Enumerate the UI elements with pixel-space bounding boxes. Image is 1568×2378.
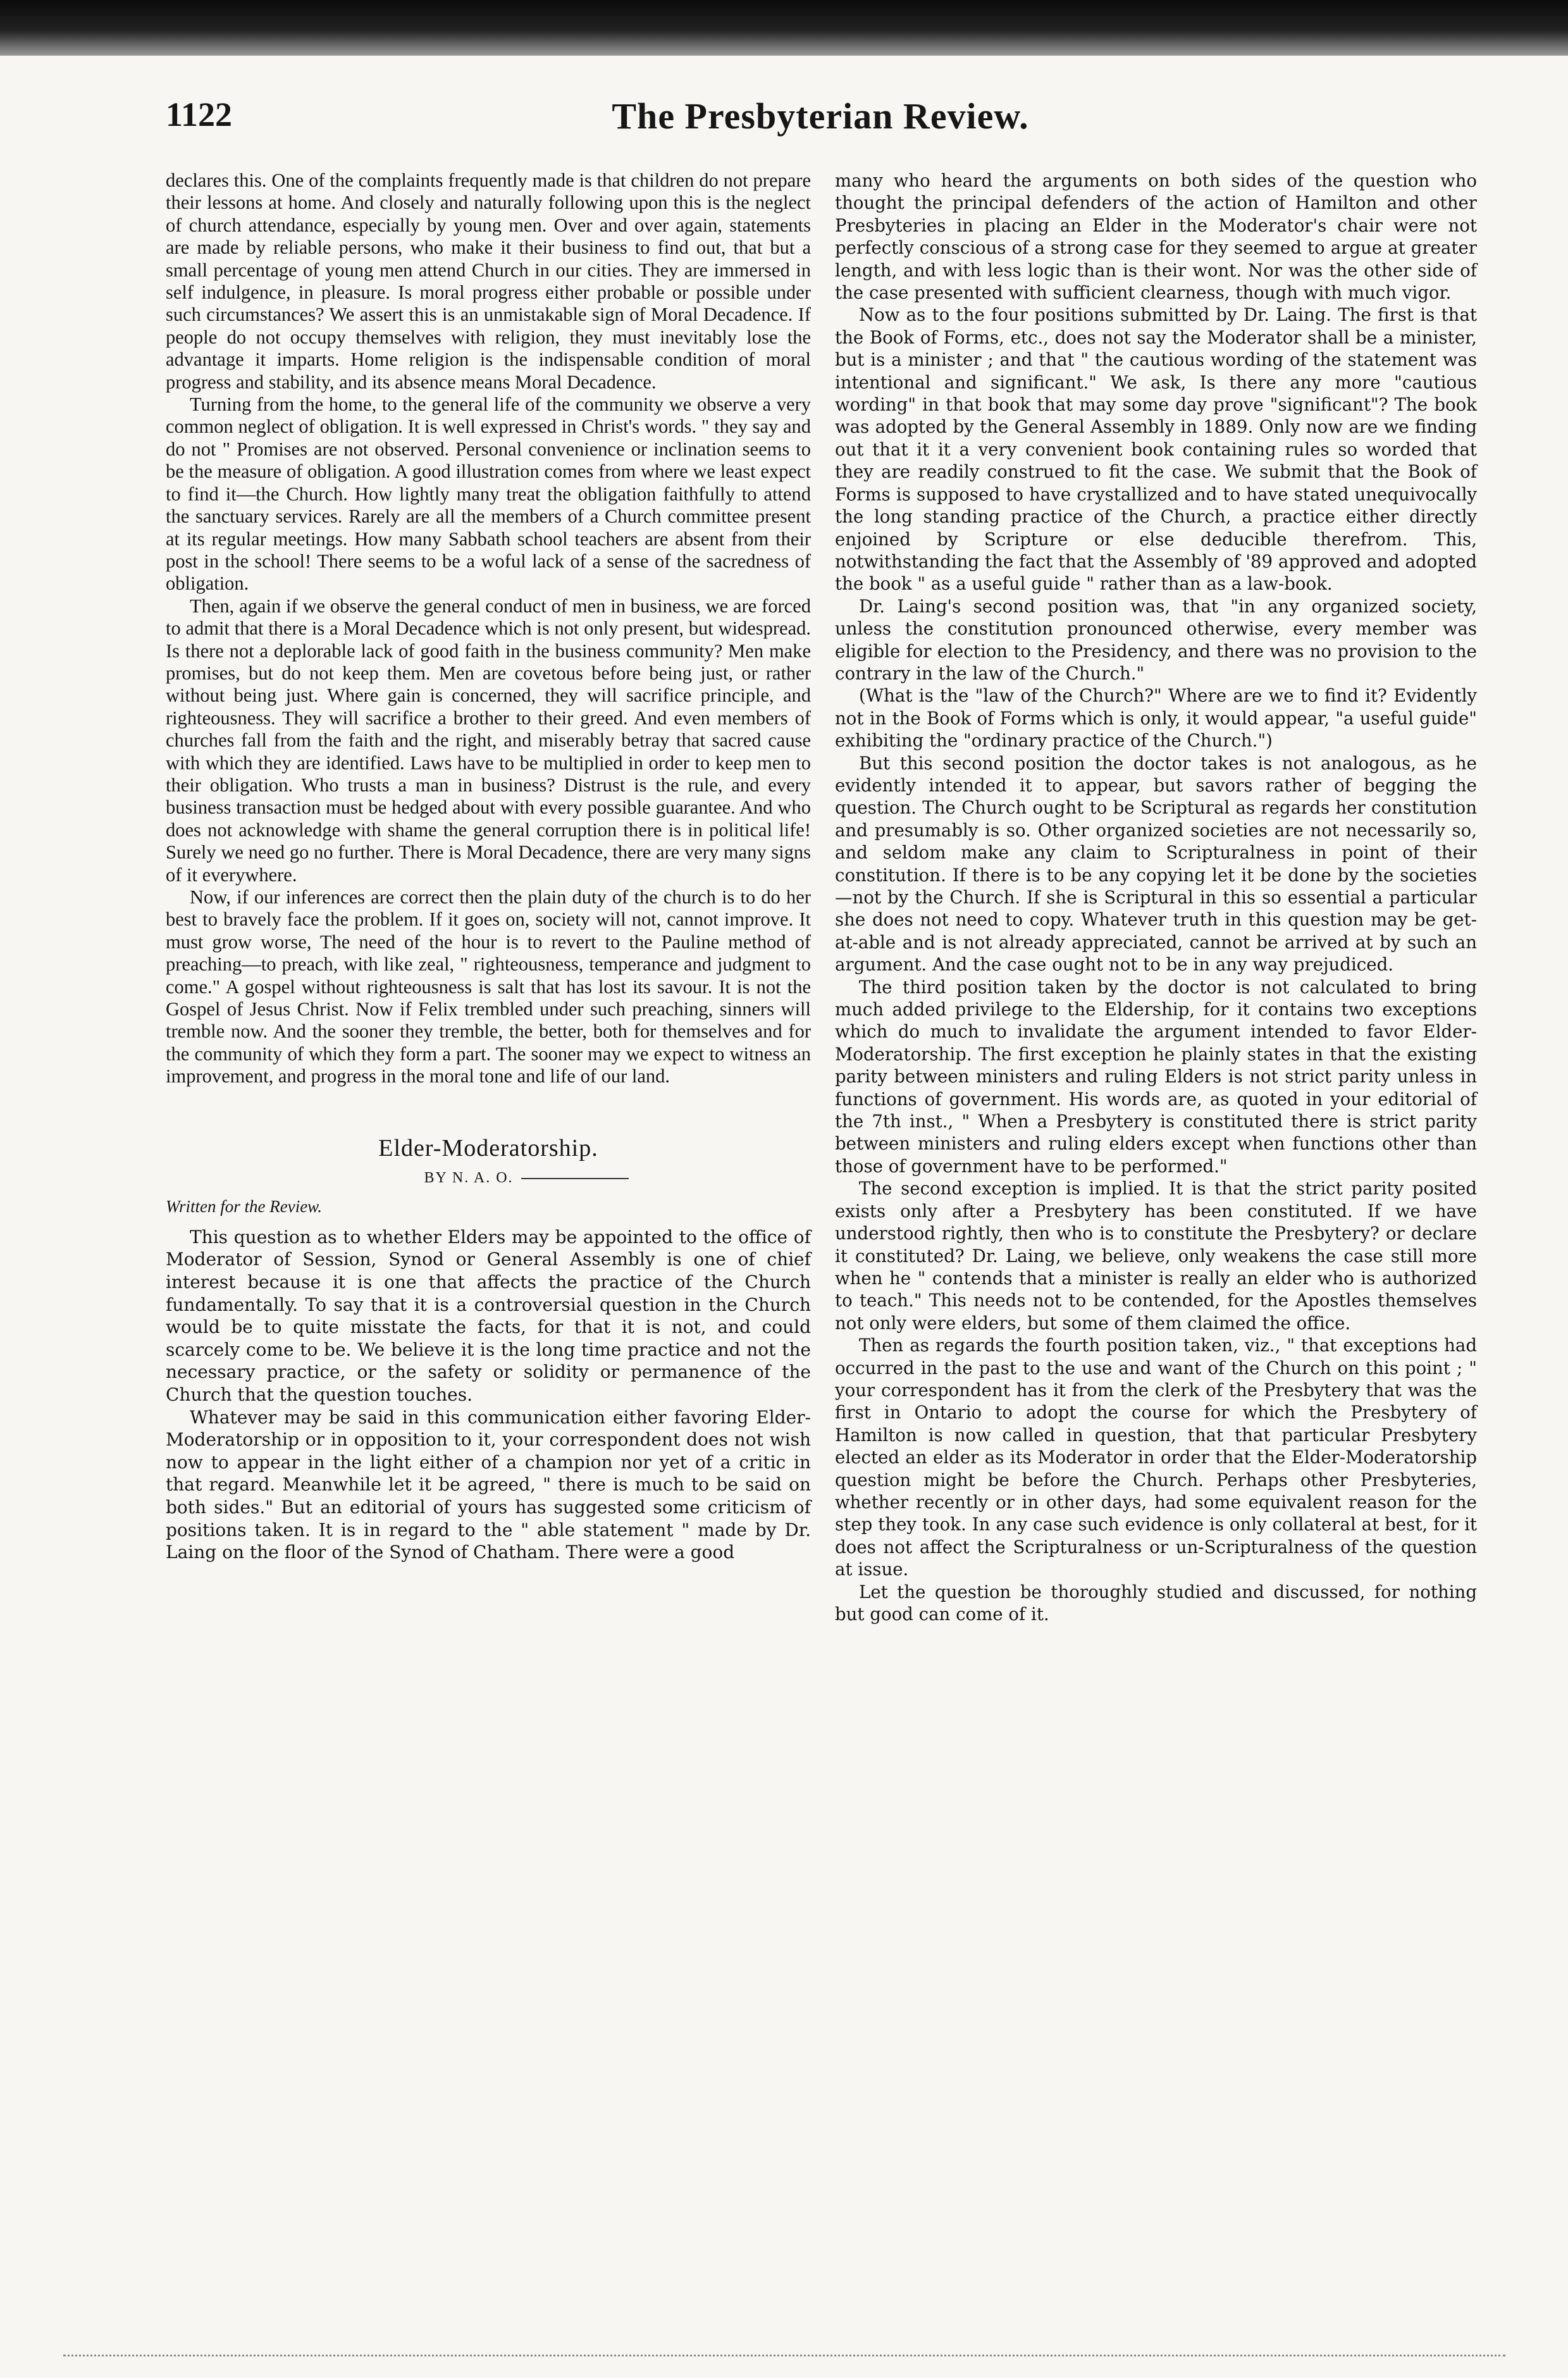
page-header bbox=[166, 95, 1475, 146]
right-paragraph: Now as to the four positions submitted by Dr. Laing. The first is that the Book of Forms, etc., does not say the Moderator shall be a minister, but is a minister ; and that " the cautious wording of the statement was intentional and significant." We ask, Is there any more "cautious wording" in that book that may some day prove "significant"? The book was adopted by the General Assembly in 1889. Only now are we finding out that it it a very convenient book containing rules so worded that they are readily construed to fit the case. We submit that the Book of Forms is supposed to have crystallized and to have stated unequivocally the long standing practice of the Church, a practice either directly enjoined by Scripture or else deducible therefrom. This, notwithstanding the fact that the Assembly of '89 approved and adopted the book " as a useful guide " rather than as a law-book. bbox=[835, 304, 1477, 595]
left-column bbox=[166, 170, 811, 1564]
right-paragraph: The third position taken by the doctor is not calculated to bring much added privilege to the Eldership, for it contains two exceptions which do much to invalidate the argument intended to favor Elder-Moderatorship. The first exception he plainly states in that the existing parity between ministers and ruling Elders is not strict parity unless in functions of government. His words are, as quoted in your editorial of the 7th inst., " When a Presbytery is constituted there is strict parity between ministers and ruling elders except when functions other than those of government have to be performed." bbox=[835, 976, 1477, 1177]
right-paragraph: many who heard the arguments on both sides of the question who thought the principal defenders of the action of Hamilton and other Presbyteries in placing an Elder in the Moderator's chair were not perfectly conscious of a strong case for they seemed to argue at greater length, and with less logic than is their wont. Nor was the other side of the case presented with sufficient clearness, though with much vigor. bbox=[835, 170, 1477, 304]
right-paragraph: Let the question be thoroughly studied and discussed, for nothing but good can come of it. bbox=[835, 1581, 1477, 1625]
scan-bottom-edge bbox=[63, 2355, 1505, 2360]
right-paragraph: The second exception is implied. It is that the strict parity posited exists only after a Presbytery has been constituted. If we have understood rightly, then who is to constitute the Presbytery? or declare it constituted? Dr. Laing, we believe, only weakens the case still more when he " contends that a minister is really an elder who is authorized to teach." This needs not to be contended, for the Apostles themselves not only were elders, but some of them claimed the office. bbox=[835, 1178, 1477, 1334]
article-title: Elder-Moderatorship. bbox=[378, 1134, 598, 1161]
right-paragraph: But this second position the doctor takes is not analogous, as he evidently intended it to appear, but savors rather of begging the question. The Church ought to be Scriptural as regards her constitution and presumably is so. Other organized societies are not necessarily so, and seldom make any claim to Scripturalness in point of their constitution. If there is to be any copying let it be done by the societies—not by the Church. If she is Scriptural in this so essential a particular she does not need to copy. Whatever truth in this question may be get-at-able and is not already appreciated, cannot be arrived at by such an argument. And the case ought not to be in any way prejudiced. bbox=[835, 752, 1477, 975]
byline-text: BY N. A. O. bbox=[424, 1170, 514, 1187]
left-paragraph: declares this. One of the complaints frequently made is that children do not prepare their lessons at home. And closely and naturally following upon this is the neglect of church attendance, especially by young men. Over and over again, statements are made by reliable persons, who make it their business to find out, that but a small percentage of young men attend Church in our cities. They are immersed in self indulgence, in pleasure. Is moral progress either probable or possible under such circumstances? We assert this is an unmistakable sign of Moral Decadence. If people do not occupy themselves with religion, they must inevitably lose the advantage it imparts. Home religion is the indispensable condition of moral progress and stability, and its absence means Moral Decadence. bbox=[166, 170, 811, 393]
written-for-note: Written for the Review. bbox=[166, 1197, 322, 1217]
journal-title: The Presbyterian Review. bbox=[612, 96, 1029, 137]
right-column bbox=[835, 170, 1477, 1625]
article-paragraph: Whatever may be said in this communication either favoring Elder-Moderatorship or in opposition to it, your correspondent does not wish now to appear in the light either of a champion nor yet of a critic in that regard. Meanwhile let it be agreed, " there is much to be said on both sides." But an editorial of yours has suggested some criticism of positions taken. It is in regard to the " able statement " made by Dr. Laing on the floor of the Synod of Chatham. There were a good bbox=[166, 1406, 811, 1563]
left-paragraph: Now, if our inferences are correct then the plain duty of the church is to do her best to bravely face the problem. If it goes on, society will not, cannot improve. It must grow worse, The need of the hour is to revert to the Pauline method of preaching—to preach, with like zeal, " righteousness, temperance and judgment to come." A gospel without righteousness is salt that has lost its savour. It is not the Gospel of Jesus Christ. Now if Felix trembled under such preaching, sinners will tremble now. And the sooner they tremble, the better, both for themselves and for the community of which they form a part. The sooner may we expect to witness an improvement, and progress in the moral tone and life of our land. bbox=[166, 886, 811, 1087]
left-paragraph: Turning from the home, to the general life of the community we observe a very common neglect of obligation. It is well expressed in Christ's words. " they say and do not " Promises are not observed. Personal convenience or inclination seems to be the measure of obligation. A good illustration comes from where we least expect to find it—the Church. How lightly many treat the obligation faithfully to attend the sanctuary services. Rarely are all the members of a Church committee present at its regular meetings. How many Sabbath school teachers are absent from their post in the school! There seems to be a woful lack of a sense of the sacredness of obligation. bbox=[166, 393, 811, 595]
right-paragraph: (What is the "law of the Church?" Where are we to find it? Evidently not in the Book of Forms which is only, it would appear, "a useful guide" exhibiting the "ordinary practice of the Church.") bbox=[835, 685, 1477, 752]
article-byline bbox=[242, 1167, 811, 1189]
scan-top-band bbox=[0, 0, 1568, 56]
page-number: 1122 bbox=[166, 96, 233, 133]
left-paragraph: Then, again if we observe the general conduct of men in business, we are forced to admit that there is a Moral Decadence which is not only present, but widespread. Is there not a deplorable lack of good faith in the business community? Men make promises, but do not keep them. Men are covetous before being just, or rather without being just. Where gain is concerned, they will sacrifice principle, and righteousness. They will sacrifice a brother to their greed. And even members of churches fall from the faith and the right, and miserably betray that sacred cause with which they are identified. Laws have to be multiplied in order to keep men to their obligation. Who trusts a man in business? Distrust is the rule, and every business transaction must be hedged about with every possible guarantee. And who does not acknowledge with shame the general corruption there is in political life! Surely we need go no further. There is Moral Decadence, there are very many signs of it everywhere. bbox=[166, 595, 811, 886]
article-paragraph: This question as to whether Elders may be appointed to the office of Moderator of Session, Synod or General Assembly is one of chief interest because it is one that affects the practice of the Church fundamentally. To say that it is a controversial question in the Church would be to quite misstate the facts, for that it is not, and could scarcely come to be. We believe it is the long time practice and not the necessary practice, or the safety or solidity or permanence of the Church that the question touches. bbox=[166, 1226, 811, 1406]
right-paragraph: Dr. Laing's second position was, that "in any organized society, unless the constitution pronounced otherwise, every member was eligible for election to the Presidency, and there was no provision to the contrary in the law of the Church." bbox=[835, 595, 1477, 684]
byline-rule bbox=[521, 1178, 629, 1179]
article-body bbox=[166, 1226, 811, 1564]
right-paragraph: Then as regards the fourth position taken, viz., " that exceptions had occurred in the past to the use and want of the Church on this point ; " your correspondent has it from the clerk of the Presbytery that was the first in Ontario to adopt the course for which the Presbytery of Hamilton is now called in question, that that particular Presbytery elected an elder as its Moderator in order that the Elder-Moderatorship question might be before the Church. Perhaps other Presbyteries, whether recently or in other days, had some equivalent reason for the step they took. In any case such evidence is only collateral at best, for it does not affect the Scripturalness or un-Scripturalness of the question at issue. bbox=[835, 1335, 1477, 1580]
